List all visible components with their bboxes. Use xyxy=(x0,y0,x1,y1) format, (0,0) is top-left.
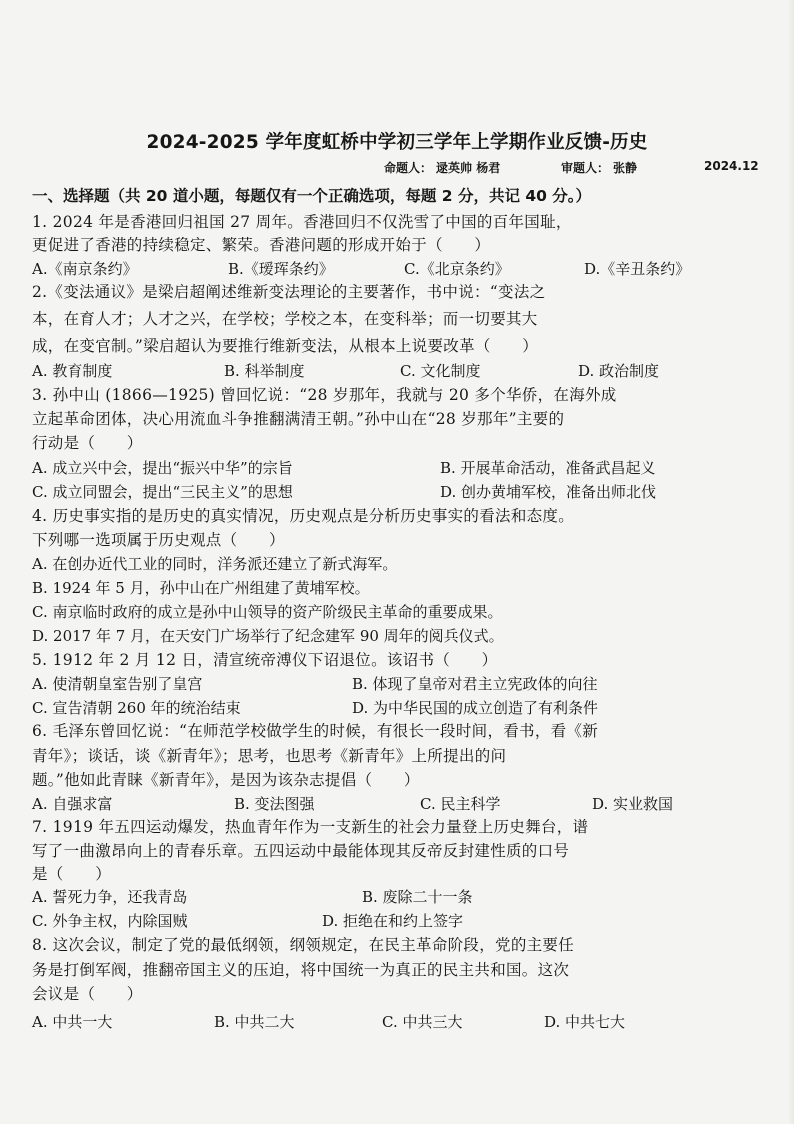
question-5-option-b: B. 体现了皇帝对君主立宪政体的向往 xyxy=(352,675,598,693)
question-5-option-a: A. 使清朝皇室告别了皇宫 xyxy=(32,675,203,693)
question-1-option-a: A.《南京条约》 xyxy=(32,260,138,278)
question-3-line-2: 立起革命团体，决心用流血斗争推翻满清王朝。”孙中山在“28 岁那年”主要的 xyxy=(32,410,565,428)
question-1-option-d: D.《辛丑条约》 xyxy=(584,260,691,278)
question-2-option-b: B. 科举制度 xyxy=(224,362,305,380)
setter-names: 逯英帅 杨君 xyxy=(436,161,501,175)
question-8-option-d: D. 中共七大 xyxy=(544,1013,626,1031)
question-2-option-a: A. 教育制度 xyxy=(32,362,113,380)
scan-edge-shadow xyxy=(788,0,794,1124)
question-2-option-d: D. 政治制度 xyxy=(578,362,660,380)
setter-label: 命题人： xyxy=(384,161,433,175)
question-7-line-3: 是（ ） xyxy=(32,865,112,883)
question-8-line-1: 8. 这次会议，制定了党的最低纲领，纲领规定，在民主革命阶段，党的主要任 xyxy=(32,936,575,954)
question-4-option-a: A. 在创办近代工业的同时，洋务派还建立了新式海军。 xyxy=(32,555,398,573)
question-3-line-1: 3. 孙中山 (1866—1925) 曾回忆说：“28 岁那年，我就与 20 多个华侨，在海外成 xyxy=(32,386,617,404)
question-3-option-a: A. 成立兴中会，提出“振兴中华”的宗旨 xyxy=(32,459,293,477)
question-7-line-2: 写了一曲激昂向上的青春乐章。五四运动中最能体现其反帝反封建性质的口号 xyxy=(32,842,570,860)
question-4-line-1: 4. 历史事实指的是历史的真实情况，历史观点是分析历史事实的看法和态度。 xyxy=(32,507,575,525)
question-4-option-d: D. 2017 年 7 月，在天安门广场举行了纪念建军 90 周年的阅兵仪式。 xyxy=(32,627,504,645)
question-2-option-c: C. 文化制度 xyxy=(400,362,481,380)
question-6-line-2: 青年》；谈话，谈《新青年》；思考，也思考《新青年》上所提出的问 xyxy=(32,747,507,765)
question-7-option-c: C. 外争主权，内除国贼 xyxy=(32,912,188,930)
question-1-line-1: 1. 2024 年是香港回归祖国 27 周年。香港回归不仅洗雪了中国的百年国耻， xyxy=(32,213,572,231)
question-8-line-3: 会议是（ ） xyxy=(32,985,143,1003)
question-6-option-a: A. 自强求富 xyxy=(32,795,113,813)
question-8-line-2: 务是打倒军阀，推翻帝国主义的压迫，将中国统一为真正的民主共和国。这次 xyxy=(32,961,570,979)
reviewer-label: 审题人： xyxy=(561,161,610,175)
question-7-option-b: B. 废除二十一条 xyxy=(362,888,473,906)
question-4-option-b: B. 1924 年 5 月，孙中山在广州组建了黄埔军校。 xyxy=(32,579,370,597)
reviewer-info xyxy=(561,159,637,176)
question-8-option-c: C. 中共三大 xyxy=(382,1013,463,1031)
question-3-option-d: D. 创办黄埔军校，准备出师北伐 xyxy=(440,483,657,501)
question-6-line-1: 6. 毛泽东曾回忆说：“在师范学校做学生的时候，有很长一段时间，看书，看《新 xyxy=(32,722,599,740)
question-6-option-b: B. 变法图强 xyxy=(234,795,315,813)
reviewer-name: 张静 xyxy=(613,161,638,175)
question-1-option-b: B.《瑷珲条约》 xyxy=(228,260,334,278)
question-2-line-1: 2.《变法通议》是梁启超阐述维新变法理论的主要著作，书中说：“变法之 xyxy=(32,283,546,301)
question-4-option-c: C. 南京临时政府的成立是孙中山领导的资产阶级民主革命的重要成果。 xyxy=(32,603,503,621)
question-6-line-3: 题。”他如此青睐《新青年》，是因为该杂志提倡（ ） xyxy=(32,771,420,789)
question-3-line-3: 行动是（ ） xyxy=(32,434,143,452)
exam-date: 2024.12 xyxy=(704,159,759,173)
question-8-option-a: A. 中共一大 xyxy=(32,1013,113,1031)
question-5-line-1: 5. 1912 年 2 月 12 日，清宣统帝溥仪下诏退位。该诏书（ ） xyxy=(32,651,498,669)
question-8-option-b: B. 中共二大 xyxy=(214,1013,295,1031)
setter-info xyxy=(384,159,500,176)
question-7-option-a: A. 誓死力争，还我青岛 xyxy=(32,888,188,906)
question-5-option-c: C. 宣告清朝 260 年的统治结束 xyxy=(32,699,241,717)
page-title: 2024-2025 学年度虹桥中学初三学年上学期作业反馈-历史 xyxy=(146,132,648,153)
question-1-option-c: C.《北京条约》 xyxy=(404,260,510,278)
question-2-line-2: 本，在育人才；人才之兴，在学校；学校之本，在变科举；而一切要其大 xyxy=(32,310,538,328)
question-2-line-3: 成，在变官制。”梁启超认为要推行维新变法，从根本上说要改革（ ） xyxy=(32,337,539,355)
question-6-option-c: C. 民主科学 xyxy=(420,795,501,813)
question-3-option-b: B. 开展革命活动，准备武昌起义 xyxy=(440,459,656,477)
question-1-line-2: 更促进了香港的持续稳定、繁荣。香港问题的形成开始于（ ） xyxy=(32,236,491,254)
question-3-option-c: C. 成立同盟会，提出“三民主义”的思想 xyxy=(32,483,293,501)
question-7-line-1: 7. 1919 年五四运动爆发，热血青年作为一支新生的社会力量登上历史舞台，谱 xyxy=(32,818,589,836)
section-heading: 一、选择题（共 20 道小题，每题仅有一个正确选项，每题 2 分，共记 40 分。） xyxy=(32,187,592,205)
question-5-option-d: D. 为中华民国的成立创造了有利条件 xyxy=(352,699,599,717)
question-7-option-d: D. 拒绝在和约上签字 xyxy=(322,912,464,930)
question-6-option-d: D. 实业救国 xyxy=(592,795,674,813)
question-4-line-2: 下列哪一选项属于历史观点（ ） xyxy=(32,531,285,549)
